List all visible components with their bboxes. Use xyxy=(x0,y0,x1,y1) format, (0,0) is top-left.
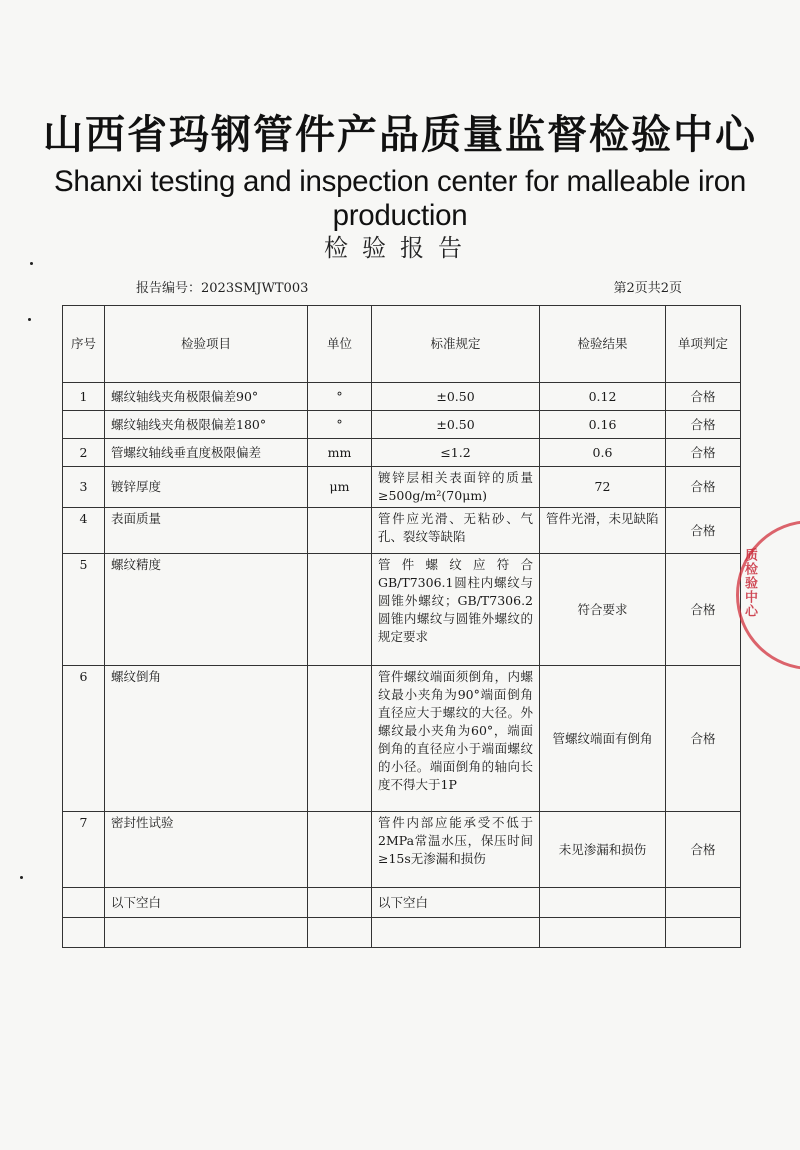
cell-no: 3 xyxy=(63,467,105,508)
header-standard: 标准规定 xyxy=(372,306,540,383)
table-row xyxy=(63,411,741,439)
cell-no xyxy=(63,411,105,439)
table-row xyxy=(63,467,741,508)
cell-verdict: 合格 xyxy=(666,812,741,888)
cell-verdict: 合格 xyxy=(666,383,741,411)
cell-item: 螺纹轴线夹角极限偏差180° xyxy=(105,411,308,439)
table-row xyxy=(63,812,741,888)
cell-no: 5 xyxy=(63,554,105,666)
cell-unit xyxy=(308,508,372,554)
cell-verdict: 合格 xyxy=(666,508,741,554)
cell-standard: 管件应光滑、无粘砂、气孔、裂纹等缺陷 xyxy=(372,508,540,554)
cell-result xyxy=(540,888,666,918)
cell-unit xyxy=(308,554,372,666)
cell-empty xyxy=(105,918,308,948)
table-row-empty xyxy=(63,918,741,948)
cell-item: 螺纹倒角 xyxy=(105,666,308,812)
cell-standard: 以下空白 xyxy=(372,888,540,918)
table-row xyxy=(63,888,741,918)
header-item: 检验项目 xyxy=(105,306,308,383)
cell-standard: ≤1.2 xyxy=(372,439,540,467)
header-result: 检验结果 xyxy=(540,306,666,383)
cell-unit xyxy=(308,812,372,888)
header-unit: 单位 xyxy=(308,306,372,383)
cell-no: 2 xyxy=(63,439,105,467)
scan-speck xyxy=(20,876,23,879)
cell-no: 7 xyxy=(63,812,105,888)
cell-item: 镀锌厚度 xyxy=(105,467,308,508)
center-title-en: Shanxi testing and inspection center for malleable iron production xyxy=(54,165,746,232)
header-verdict: 单项判定 xyxy=(666,306,741,383)
cell-empty xyxy=(63,918,105,948)
cell-result: 0.6 xyxy=(540,439,666,467)
cell-unit: ° xyxy=(308,411,372,439)
cell-verdict: 合格 xyxy=(666,439,741,467)
scan-speck xyxy=(28,318,31,321)
cell-empty xyxy=(666,918,741,948)
report-number: 报告编号：2023SMJWT003 xyxy=(136,281,309,296)
cell-no: 4 xyxy=(63,508,105,554)
cell-result: 管螺纹端面有倒角 xyxy=(540,666,666,812)
cell-empty xyxy=(308,918,372,948)
cell-unit xyxy=(308,888,372,918)
header-no: 序号 xyxy=(63,306,105,383)
cell-no: 6 xyxy=(63,666,105,812)
table-row xyxy=(63,666,741,812)
table-row xyxy=(63,383,741,411)
cell-result: 未见渗漏和损伤 xyxy=(540,812,666,888)
table-row xyxy=(63,508,741,554)
cell-unit: mm xyxy=(308,439,372,467)
cell-no xyxy=(63,888,105,918)
cell-item: 密封性试验 xyxy=(105,812,308,888)
cell-result: 72 xyxy=(540,467,666,508)
cell-verdict: 合格 xyxy=(666,666,741,812)
cell-item: 表面质量 xyxy=(105,508,308,554)
cell-result: 符合要求 xyxy=(540,554,666,666)
cell-empty xyxy=(372,918,540,948)
cell-no: 1 xyxy=(63,383,105,411)
center-title-cn: 山西省玛钢管件产品质量监督检验中心 xyxy=(43,112,757,158)
cell-unit xyxy=(308,666,372,812)
cell-item: 螺纹轴线夹角极限偏差90° xyxy=(105,383,308,411)
table-row xyxy=(63,439,741,467)
cell-result: 0.12 xyxy=(540,383,666,411)
report-title: 检验报告 xyxy=(324,234,476,262)
cell-standard: 镀锌层相关表面锌的质量≥500g/m²(70μm) xyxy=(372,467,540,508)
red-seal-text: 质检验中心 xyxy=(742,548,757,618)
cell-unit: μm xyxy=(308,467,372,508)
cell-item: 管螺纹轴线垂直度极限偏差 xyxy=(105,439,308,467)
scan-speck xyxy=(30,262,33,265)
table-row xyxy=(63,554,741,666)
cell-result: 管件光滑，未见缺陷 xyxy=(540,508,666,554)
cell-verdict xyxy=(666,888,741,918)
table-header-row xyxy=(63,306,741,383)
cell-verdict: 合格 xyxy=(666,467,741,508)
cell-result: 0.16 xyxy=(540,411,666,439)
cell-item: 螺纹精度 xyxy=(105,554,308,666)
cell-standard: ±0.50 xyxy=(372,411,540,439)
page-number: 第2页共2页 xyxy=(613,281,682,296)
cell-empty xyxy=(540,918,666,948)
cell-standard: 管件螺纹端面须倒角，内螺纹最小夹角为90°端面倒角直径应大于螺纹的大径。外螺纹最小夹角为60°，端面倒角的直径应小于端面螺纹的小径。端面倒角的轴向长度不得大于1P xyxy=(372,666,540,812)
cell-verdict: 合格 xyxy=(666,411,741,439)
cell-item: 以下空白 xyxy=(105,888,308,918)
cell-unit: ° xyxy=(308,383,372,411)
cell-standard: ±0.50 xyxy=(372,383,540,411)
inspection-table xyxy=(62,305,741,948)
cell-verdict: 合格 xyxy=(666,554,741,666)
cell-standard: 管件内部应能承受不低于2MPa常温水压，保压时间≥15s无渗漏和损伤 xyxy=(372,812,540,888)
cell-standard: 管件螺纹应符合GB/T7306.1圆柱内螺纹与圆锥外螺纹；GB/T7306.2圆锥内螺纹与圆锥外螺纹的规定要求 xyxy=(372,554,540,666)
